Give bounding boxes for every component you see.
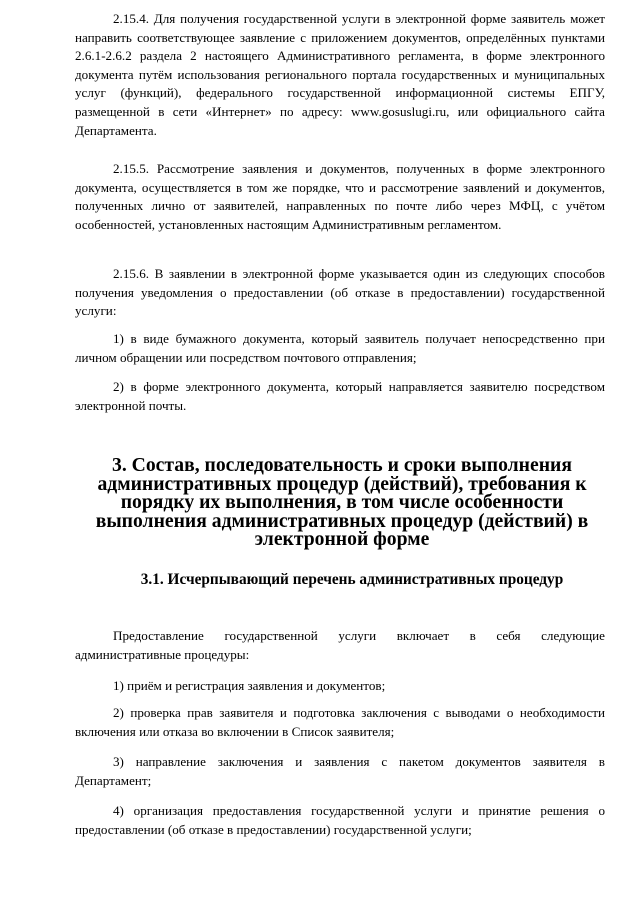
- paragraph-2-15-5: 2.15.5. Рассмотрение заявления и документов, полученных в форме электронного документа, осуществляется в том же порядке, что и рассмотрение заявлений и документов, полученных лично от заявителей, направленных по почте либо через МФЦ, с учётом особенностей, установленных настоящим Административным регламентом.: [75, 161, 605, 232]
- list-item-procedure-2: 2) проверка прав заявителя и подготовка заключения с выводами о необходимости включения или отказа во включении в Список заявителя;: [75, 705, 605, 739]
- list-item-procedure-4: 4) организация предоставления государственной услуги и принятие решения о предоставлении (об отказе в предоставлении) государственной услуги;: [75, 803, 605, 837]
- paragraph-procedures-intro: Предоставление государственной услуги включает в себя следующие административные процедуры:: [75, 628, 605, 662]
- list-item-delivery-paper: 1) в виде бумажного документа, который заявитель получает непосредственно при личном обращении или посредством почтового отправления;: [75, 331, 605, 365]
- list-item-procedure-3: 3) направление заключения и заявления с пакетом документов заявителя в Департамент;: [75, 754, 605, 788]
- list-item-delivery-email: 2) в форме электронного документа, который направляется заявителю посредством электронной почты.: [75, 379, 605, 413]
- list-item-procedure-1: 1) приём и регистрация заявления и документов;: [113, 678, 386, 693]
- paragraph-2-15-4: 2.15.4. Для получения государственной услуги в электронной форме заявитель может направить соответствующее заявление с приложением документов, определённых пунктами 2.6.1-2.6.2 раздела 2 настоящего Административного регламента, в форме электронного документа путём использования регионального портала государственных и муниципальных услуг (функций), федерального государственной информационной системы ЕПГУ, размещенной в сети «Интернет» по адресу: www.gosuslugi.ru, или официального сайта Департамента.: [75, 11, 605, 138]
- subsection-3-1-heading: 3.1. Исчерпывающий перечень административных процедур: [140, 571, 564, 588]
- section-3-heading: 3. Состав, последовательность и сроки выполнения административных процедур (действий), требования к порядку их выполнения, в том числе особенности выполнения административных процедур (действий) в электронной форме: [95, 454, 589, 551]
- paragraph-2-15-6: 2.15.6. В заявлении в электронной форме указывается один из следующих способов получения уведомления о предоставлении (об отказе в предоставлении) государственной услуги:: [75, 266, 605, 319]
